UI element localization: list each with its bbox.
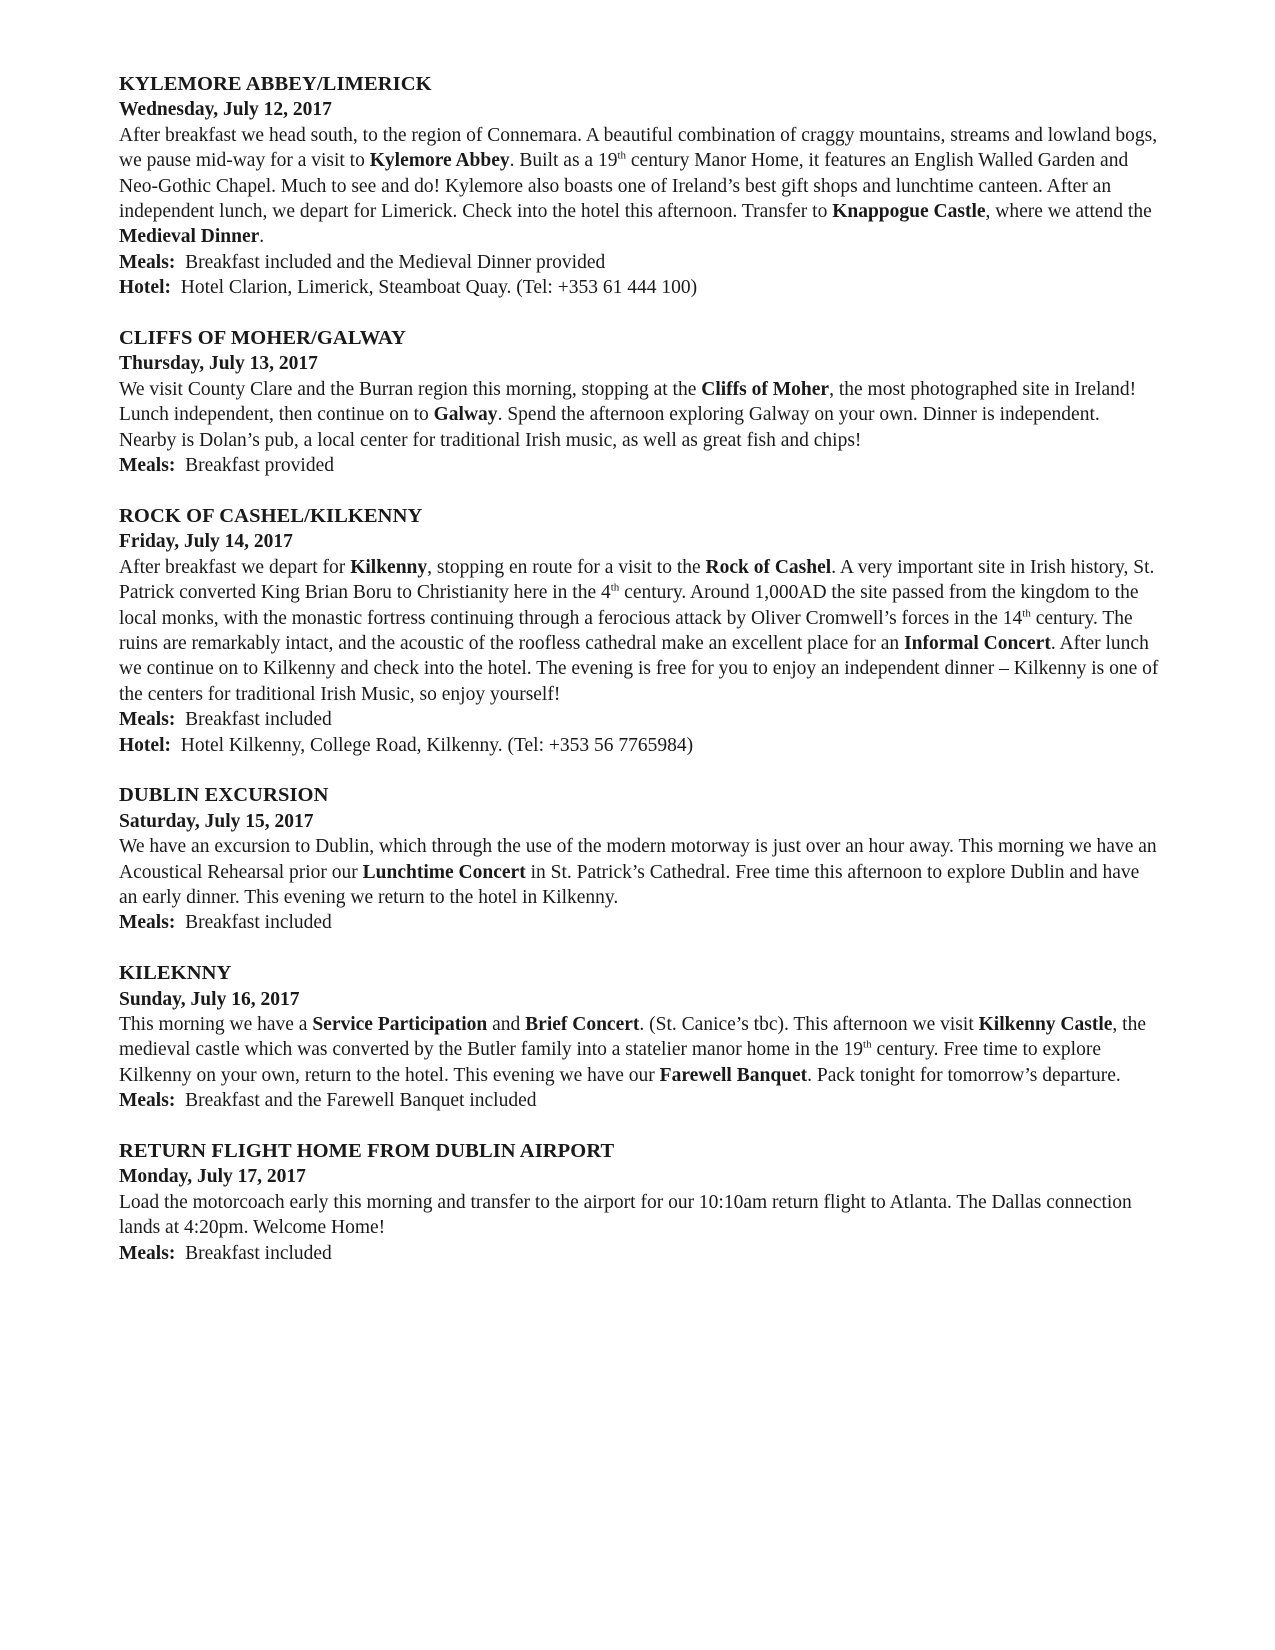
ordinal-suffix: th: [1022, 607, 1031, 619]
highlight-text: Knappogue Castle: [832, 201, 986, 223]
highlight-text: Galway: [433, 404, 498, 426]
description-text: . Built as a 19: [509, 150, 618, 172]
itinerary-page: [119, 72, 1159, 1291]
description-text: century. Around 1,000AD the site passed from the kingdom to the local monks, with the monastic fortress continuing through a ferocious attack by Oliver Cromwell’s forces in the 14: [119, 582, 1139, 629]
info-label: Hotel:: [119, 277, 171, 299]
info-value: Breakfast included and the Medieval Dinner provided: [185, 251, 606, 273]
description-text: in St. Patrick’s Cathedral. Free time this afternoon to explore Dublin and have an early dinner. This evening we return to the hotel in Kilkenny.: [119, 861, 1140, 908]
info-value: Breakfast included: [185, 1242, 332, 1264]
day-date: Friday, July 14, 2017: [119, 531, 293, 553]
ordinal-suffix: th: [617, 149, 627, 162]
description-text: After breakfast we head south, to the region of Connemara. A beautiful combination of craggy mountains, streams and lowland bogs, we pause mid-way for a visit to: [119, 124, 1158, 172]
highlight-text: Kylemore Abbey: [369, 150, 510, 172]
description-text: , the most photographed site in Ireland! Lunch independent, then continue on to: [119, 378, 1137, 426]
description-text: . After lunch we continue on to Kilkenny and check into the hotel. The evening is free for you to enjoy an independent dinner – Kilkenny is one of the centers for traditional Irish Music, so enjoy yourself!: [119, 632, 1159, 705]
description-text: , where we attend the: [985, 201, 1152, 223]
day-description: [119, 123, 1159, 250]
itinerary-day: [119, 961, 1159, 1113]
day-description: [119, 834, 1159, 910]
day-date: Sunday, July 16, 2017: [119, 988, 300, 1010]
info-value: Hotel Clarion, Limerick, Steamboat Quay. (Tel: +353 61 444 100): [180, 277, 698, 299]
day-heading: CLIFFS OF MOHER/GALWAY: [119, 327, 406, 350]
hotel-line: [119, 733, 1159, 758]
description-text: and: [487, 1013, 526, 1035]
info-label: Meals:: [119, 1242, 176, 1264]
day-date: Saturday, July 15, 2017: [119, 810, 314, 832]
hotel-line: [119, 275, 1159, 300]
description-text: .: [259, 226, 265, 248]
info-label: Meals:: [119, 1090, 176, 1112]
description-text: . Spend the afternoon exploring Galway on your own. Dinner is independent. Nearby is Dolan’s pub, a local center for traditional Irish music, as well as great fish and chips!: [119, 404, 1100, 451]
highlight-text: Brief Concert: [525, 1013, 640, 1035]
itinerary-day: [119, 1139, 1159, 1266]
description-text: After breakfast we depart for: [119, 556, 351, 578]
day-date: Thursday, July 13, 2017: [119, 353, 318, 375]
description-text: Load the motorcoach early this morning and transfer to the airport for our 10:10am return flight to Atlanta. The Dallas connection lands at 4:20pm. Welcome Home!: [119, 1191, 1132, 1239]
description-text: We have an excursion to Dublin, which through the use of the modern motorway is just over an hour away. This morning we have an Acoustical Rehearsal prior our: [119, 836, 1157, 883]
day-description: [119, 1190, 1159, 1241]
meals-line: [119, 1241, 1159, 1266]
info-value: Breakfast included: [185, 709, 332, 731]
day-heading: KYLEMORE ABBEY/LIMERICK: [119, 73, 432, 95]
info-label: Meals:: [119, 912, 176, 934]
highlight-text: Informal Concert: [904, 632, 1051, 654]
day-heading: RETURN FLIGHT HOME FROM DUBLIN AIRPORT: [119, 1139, 615, 1162]
day-heading: ROCK OF CASHEL/KILKENNY: [119, 504, 423, 527]
ordinal-suffix: th: [610, 581, 620, 594]
highlight-text: Kilkenny: [350, 556, 428, 578]
description-text: We visit County Clare and the Burran region this morning, stopping at the: [119, 378, 702, 400]
highlight-text: Lunchtime Concert: [362, 861, 526, 883]
description-text: . A very important site in Irish history, St. Patrick converted King Brian Boru to Christianity here in the 4: [119, 556, 1155, 604]
itinerary-day: [119, 783, 1159, 935]
highlight-text: Medieval Dinner: [119, 226, 260, 248]
info-label: Meals:: [119, 251, 176, 273]
description-text: . (St. Canice’s tbc). This afternoon we visit: [639, 1013, 979, 1035]
itinerary-day: [119, 504, 1159, 758]
info-value: Breakfast and the Farewell Banquet included: [185, 1090, 537, 1112]
meals-line: [119, 250, 1159, 275]
meals-line: [119, 707, 1159, 732]
day-date: Monday, July 17, 2017: [119, 1166, 306, 1188]
info-value: Hotel Kilkenny, College Road, Kilkenny. (Tel: +353 56 7765984): [180, 734, 694, 756]
itinerary-day: [119, 326, 1159, 478]
description-text: century Manor Home, it features an English Walled Garden and Neo-Gothic Chapel. Much to see and do! Kylemore also boasts one of Ireland’s best gift shops and lunchtime canteen. After an independent lunch, we depart for Limerick. Check into the hotel this afternoon. Transfer to: [119, 150, 1129, 223]
info-label: Meals:: [119, 455, 176, 477]
ordinal-suffix: th: [863, 1038, 872, 1051]
description-text: This morning we have a: [119, 1013, 313, 1035]
day-description: [119, 555, 1159, 707]
info-label: Meals:: [119, 709, 176, 731]
itinerary-days: [119, 72, 1159, 1266]
info-label: Hotel:: [119, 734, 171, 756]
meals-line: [119, 453, 1159, 478]
day-heading: KILEKNNY: [119, 962, 232, 985]
meals-line: [119, 910, 1159, 935]
description-text: , the medieval castle which was converted by the Butler family into a statelier manor home in the 19: [119, 1013, 1146, 1061]
description-text: . Pack tonight for tomorrow’s departure.: [807, 1064, 1121, 1086]
info-value: Breakfast provided: [185, 455, 334, 477]
day-date: Wednesday, July 12, 2017: [119, 99, 332, 121]
highlight-text: Rock of Cashel: [705, 556, 832, 578]
day-heading: DUBLIN EXCURSION: [119, 784, 329, 807]
highlight-text: Service Participation: [312, 1013, 488, 1035]
highlight-text: Farewell Banquet: [659, 1064, 808, 1086]
highlight-text: Cliffs of Moher: [701, 378, 830, 400]
info-value: Breakfast included: [185, 912, 332, 934]
highlight-text: Kilkenny Castle: [978, 1013, 1113, 1035]
meals-line: [119, 1088, 1159, 1113]
description-text: , stopping en route for a visit to the: [427, 556, 706, 578]
description-text: century. The ruins are remarkably intact, and the acoustic of the roofless cathedral make an excellent place for an: [119, 607, 1133, 654]
description-text: century. Free time to explore Kilkenny on your own, return to the hotel. This evening we have our: [119, 1039, 1101, 1086]
itinerary-day: [119, 72, 1159, 301]
day-description: [119, 377, 1159, 453]
day-description: [119, 1012, 1159, 1088]
